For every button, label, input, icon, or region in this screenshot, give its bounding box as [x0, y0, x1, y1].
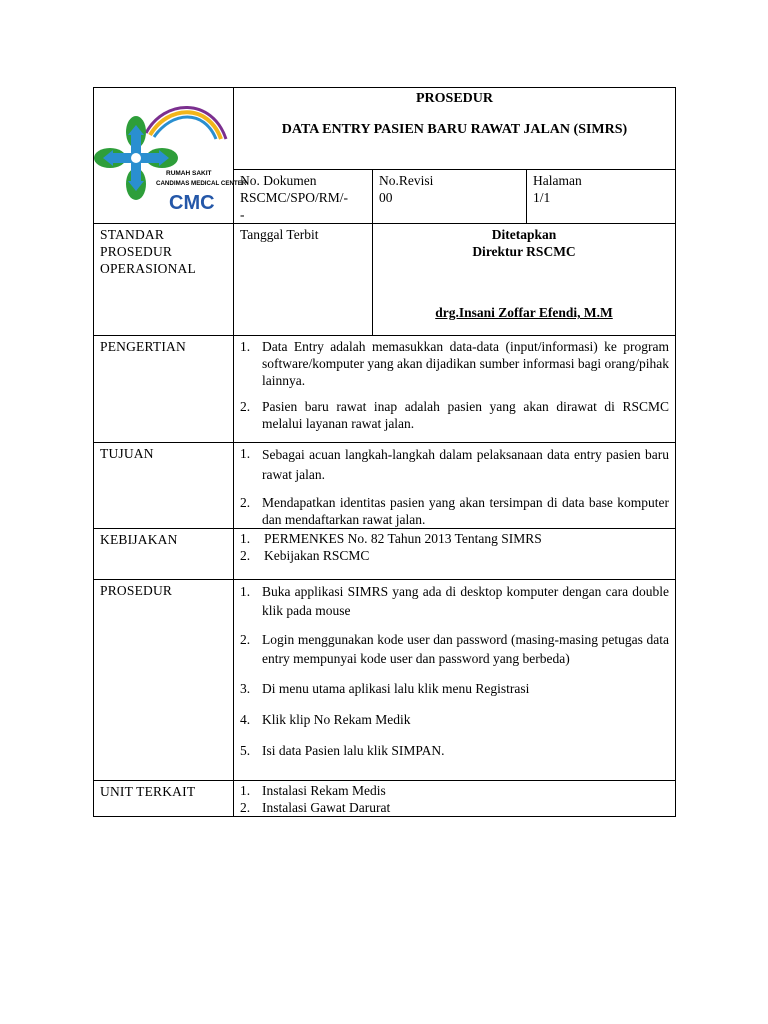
unit-terkait-label: UNIT TERKAIT	[94, 781, 234, 817]
item-number: 3.	[240, 681, 251, 696]
list-item	[240, 547, 669, 564]
tujuan-content	[234, 443, 676, 529]
item-text: Klik klip No Rekam Medik	[262, 712, 411, 727]
prosedur-label: PROSEDUR	[94, 580, 234, 781]
ditetapkan-label: Ditetapkan	[491, 227, 557, 242]
sop-label-cell	[94, 224, 234, 336]
no-dokumen-value-cont: -	[240, 207, 245, 222]
direktur-label: Direktur RSCMC	[472, 244, 576, 259]
sop-label-line2: PROSEDUR	[100, 244, 173, 259]
item-text: Buka applikasi SIMRS yang ada di desktop komputer dengan cara double klik pada mouse	[262, 584, 669, 618]
item-number: 4.	[240, 712, 251, 727]
halaman-label: Halaman	[533, 173, 582, 188]
list-item	[240, 445, 669, 485]
sop-label-line3: OPERASIONAL	[100, 261, 196, 276]
item-text: Kebijakan RSCMC	[264, 548, 370, 563]
signatory-name: drg.Insani Zoffar Efendi, M.M	[435, 305, 613, 320]
item-number: 1.	[240, 531, 251, 546]
item-number: 1.	[240, 339, 251, 354]
item-text: Sebagai acuan langkah-langkah dalam pelaksanaan data entry pasien baru rawat jalan.	[262, 447, 669, 482]
sop-document-table	[93, 87, 676, 817]
list-item	[240, 680, 669, 697]
list-item	[240, 530, 669, 547]
item-text: Mendapatkan identitas pasien yang akan tersimpan di data base komputer dan mendaftarkan rawat jalan.	[262, 495, 669, 527]
item-number: 5.	[240, 743, 251, 758]
pengertian-content	[234, 336, 676, 443]
item-number: 2.	[240, 399, 251, 414]
list-item	[240, 711, 669, 728]
signature-cell	[373, 224, 676, 336]
kebijakan-label: KEBIJAKAN	[94, 529, 234, 580]
logo-acronym: CMC	[169, 191, 215, 214]
item-number: 2.	[240, 632, 251, 647]
item-number: 2.	[240, 800, 251, 815]
list-item	[240, 338, 669, 389]
no-revisi-label: No.Revisi	[379, 173, 434, 188]
no-dokumen-value: RSCMC/SPO/RM/-	[240, 190, 349, 205]
logo-line1: RUMAH SAKIT	[166, 169, 212, 177]
document-subtitle: DATA ENTRY PASIEN BARU RAWAT JALAN (SIMRS)	[281, 122, 628, 137]
no-revisi-value: 00	[379, 190, 393, 205]
no-dokumen-cell	[234, 170, 373, 224]
prosedur-list	[234, 582, 675, 759]
list-item	[240, 742, 669, 759]
unit-terkait-content	[234, 781, 676, 817]
pengertian-label: PENGERTIAN	[94, 336, 234, 443]
item-text: Data Entry adalah memasukkan data-data (input/informasi) ke program software/komputer yang akan dijadikan sumber informasi bagi orang/pihak lainnya.	[262, 339, 669, 388]
sop-label-line1: STANDAR	[100, 227, 165, 242]
list-item	[240, 799, 669, 816]
kebijakan-list	[234, 530, 675, 564]
item-text: Instalasi Gawat Darurat	[262, 800, 391, 815]
item-number: 2.	[240, 548, 251, 563]
item-text: Di menu utama aplikasi lalu klik menu Registrasi	[262, 681, 530, 696]
logo-cell	[94, 88, 247, 224]
item-text: Login menggunakan kode user dan password (masing-masing petugas data entry mempunyai kode user dan password yang berbeda)	[262, 632, 669, 666]
tanggal-terbit-label: Tanggal Terbit	[240, 227, 319, 242]
hospital-logo	[94, 89, 247, 219]
item-number: 1.	[240, 446, 251, 461]
item-number: 1.	[240, 584, 251, 599]
title-cell	[234, 88, 676, 170]
list-item	[240, 494, 669, 528]
unit-terkait-list	[234, 782, 675, 816]
list-item	[240, 582, 669, 620]
list-item	[240, 398, 669, 432]
item-number: 2.	[240, 495, 251, 510]
list-item	[240, 782, 669, 799]
item-number: 1.	[240, 783, 251, 798]
item-text: Pasien baru rawat inap adalah pasien yang akan dirawat di RSCMC melalui layanan rawat jalan.	[262, 399, 669, 431]
halaman-value: 1/1	[533, 190, 551, 205]
list-item	[240, 630, 669, 668]
no-revisi-cell	[373, 170, 527, 224]
logo-line2: CANDIMAS MEDICAL CENTER	[156, 179, 247, 187]
tanggal-terbit-cell	[234, 224, 373, 336]
tujuan-label: TUJUAN	[94, 443, 234, 529]
kebijakan-content	[234, 529, 676, 580]
no-dokumen-label: No. Dokumen	[240, 173, 317, 188]
halaman-cell	[527, 170, 676, 224]
item-text: Isi data Pasien lalu klik SIMPAN.	[262, 743, 445, 758]
tujuan-list	[234, 445, 675, 528]
pengertian-list	[234, 338, 675, 432]
prosedur-content	[234, 580, 676, 781]
item-text: PERMENKES No. 82 Tahun 2013 Tentang SIMRS	[264, 531, 542, 546]
document-title: PROSEDUR	[415, 91, 493, 106]
item-text: Instalasi Rekam Medis	[262, 783, 386, 798]
